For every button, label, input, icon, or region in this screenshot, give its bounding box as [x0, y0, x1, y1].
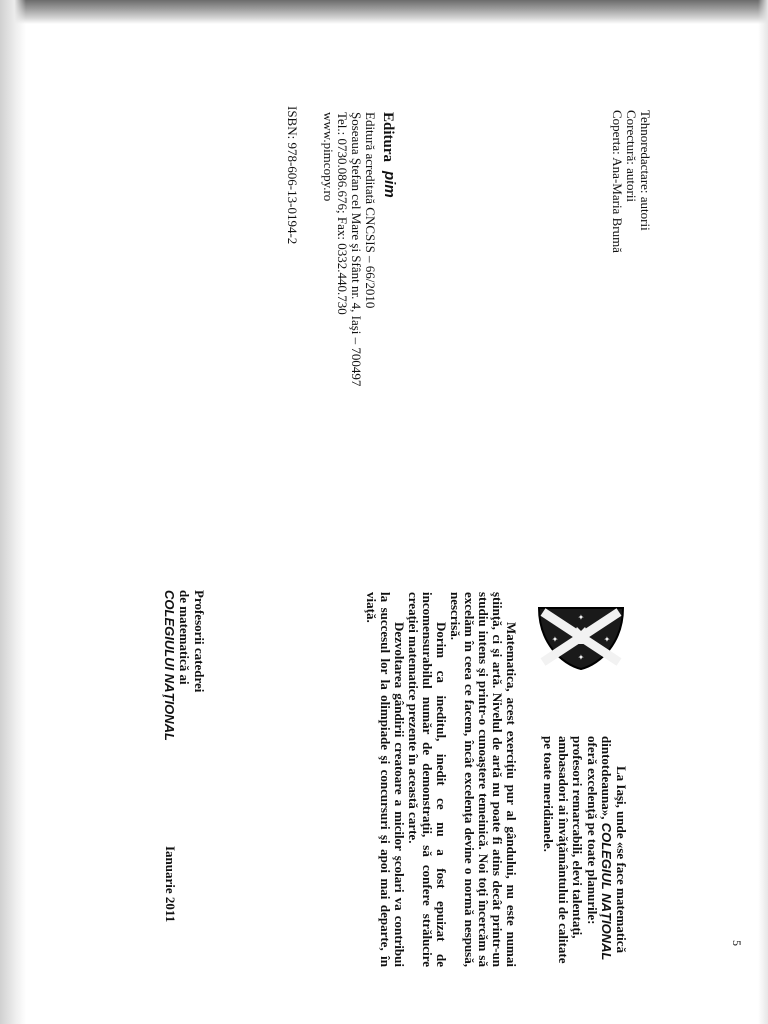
intro-stanza — [541, 736, 628, 964]
scan-shadow-left — [0, 0, 26, 1024]
signature-line-2: de matematică ai — [177, 590, 192, 685]
publisher-block — [321, 112, 398, 386]
page-number: 5 — [730, 940, 744, 946]
intro-line-1: La Iaşi, unde «se face matematică — [614, 766, 629, 954]
intro-line-3: oferă excelenţă pe toate planurile: — [585, 736, 600, 925]
intro-college-name: COLEGIUL NAŢIONAL — [599, 822, 615, 961]
isbn: ISBN: 978-606-13-0194-2 — [285, 106, 300, 245]
credits-proofreading: Corectură: autorii — [624, 110, 639, 203]
paragraph-creative-thinking: Dezvoltarea gândirii creatoare a micilor şcolari va contribui la succesul lor la olimpiade şi concursuri şi apoi mai departe, în viaţă. — [364, 592, 407, 967]
paragraph-novelty: Dorim ca ineditul, inedit ce nu a fost epuizat de incomensurabilul număr de demonstraţii, să confere strălucire creaţiei matematice prezente în această carte. — [406, 592, 449, 967]
publisher-accreditation: Editură acreditată CNCSIS – 66/2010 — [363, 112, 378, 309]
svg-text:✦: ✦ — [577, 613, 585, 622]
signature-date: Ianuarie 2011 — [163, 846, 178, 923]
body-text — [364, 592, 518, 967]
signature-college: COLEGIULUI NAŢIONAL — [162, 590, 177, 741]
signature-block — [162, 590, 207, 741]
college-crest-icon — [535, 602, 627, 672]
svg-text:✦: ✦ — [551, 635, 559, 644]
svg-text:✦: ✦ — [603, 635, 611, 644]
scan-shadow-top — [0, 0, 768, 24]
publisher-logo — [377, 170, 398, 204]
intro-line-6: pe toate meridianele. — [541, 736, 557, 852]
publisher-website: www.pimcopy.ro — [321, 112, 336, 202]
publisher-phone-fax: Tel.: 0730.086.676; Fax: 0332.440.730 — [335, 112, 350, 315]
svg-text:pim: pim — [382, 170, 398, 198]
intro-line-2: dintotdeauna», COLEGIUL NAŢIONAL — [599, 736, 615, 961]
paragraph-mathematics: Matematica, acest exerciţiu pur al gândului, nu este numai ştiinţă, ci şi artă. Nivelul de artă nu poate fi atins decât printr-un studiu intens şi printr-o cunoaştere temeinică. Noi toţi încercăm să excelăm în ceea ce facem, încât excelenţa devine o normă nespusă, nescrisă. — [448, 592, 519, 967]
intro-line-4: profesori remarcabili, elevi talentaţi, — [570, 736, 586, 939]
publisher-address: Şoseaua Ştefan cel Mare şi Sfânt nr. 4, Iaşi – 700497 — [349, 112, 364, 387]
credits-typesetting: Tehnoredactare: autorii — [638, 110, 653, 231]
credits-block — [610, 110, 652, 253]
scan-shadow-right — [758, 0, 768, 1024]
credits-cover: Coperta: Ana-Maria Brumă — [610, 110, 625, 253]
publisher-heading — [377, 112, 398, 386]
intro-line-5: ambasadori ai învăţământului de calitate — [556, 736, 571, 964]
signature-line-1: Profesorii catedrei — [192, 590, 207, 693]
publisher-label: Editura — [380, 112, 397, 163]
pim-logo-icon — [382, 170, 398, 204]
svg-text:✦: ✦ — [577, 653, 585, 662]
